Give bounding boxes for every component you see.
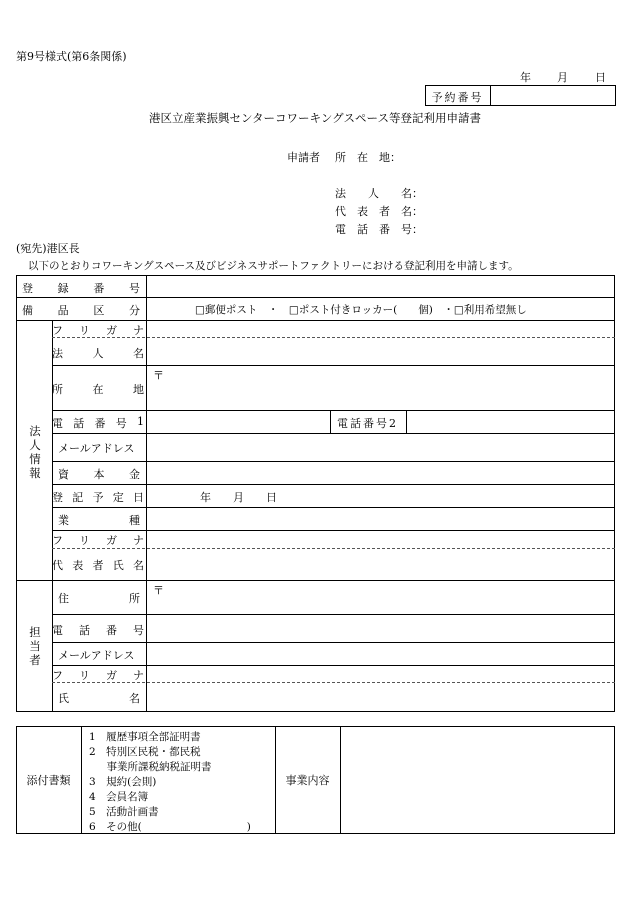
attachment-item: 1 履歴事項全部証明書 xyxy=(89,731,201,743)
attachment-item: 事業所課税納税証明書 xyxy=(96,761,212,773)
corp-address-field[interactable] xyxy=(165,368,610,406)
reservation-label: 予約番号 xyxy=(431,91,484,104)
applicant-label: 申請者 xyxy=(287,151,320,164)
contact-name-field[interactable] xyxy=(150,686,610,708)
corp-furigana-label: フ リ ガ ナ xyxy=(52,324,144,337)
corp-email-label: メールアドレス xyxy=(58,442,135,455)
corp-name-label: 法 人 名 xyxy=(52,347,144,360)
applicant-corp-name-label: 法 人 名： xyxy=(335,187,423,200)
contact-address-label: 住 所 xyxy=(58,592,140,605)
contact-email-field[interactable] xyxy=(150,645,610,662)
addressee: (宛先)港区長 xyxy=(16,242,80,255)
date-day: 日 xyxy=(595,71,606,84)
attachment-item: 5 活動計画書 xyxy=(89,806,159,818)
attachment-item: 3 規約(会則) xyxy=(89,776,157,788)
business-content-label: 事業内容 xyxy=(285,774,330,787)
corp-phone2-field[interactable] xyxy=(410,413,610,430)
corp-postal-mark: 〒 xyxy=(153,369,164,382)
equipment-options[interactable]: □郵便ポスト ・ □ポスト付きロッカー( 個) ・□利用希望無し xyxy=(195,304,527,316)
attachment-item: 4 会員名簿 xyxy=(89,791,149,803)
corp-phone1-label: 電 話 番 号 1 xyxy=(52,415,144,430)
corp-furigana2-field[interactable] xyxy=(150,532,610,545)
page-title: 港区立産業振興センターコワーキングスペース等登記利用申請書 xyxy=(148,111,481,125)
corp-capital-label: 資 本 金 xyxy=(58,468,140,481)
contact-furigana-field[interactable] xyxy=(150,667,610,680)
date-year: 年 xyxy=(520,71,531,84)
registration-no-field[interactable] xyxy=(150,279,610,295)
attachments-label: 添付書類 xyxy=(26,774,71,787)
applicant-address-label: 所 在 地： xyxy=(335,151,401,164)
contact-address-field[interactable] xyxy=(165,584,610,610)
business-content-field[interactable] xyxy=(344,730,610,830)
corp-rep-name-label: 代 表 者 氏 名 xyxy=(52,559,144,572)
equipment-label: 備 品 区 分 xyxy=(22,304,140,317)
corp-section-title: 法 人 情 報 xyxy=(29,424,41,480)
contact-furigana-label: フ リ ガ ナ xyxy=(52,669,144,682)
corp-phone2-label: 電話番号2 xyxy=(337,417,398,430)
contact-email-label: メールアドレス xyxy=(58,649,135,662)
contact-postal-mark: 〒 xyxy=(153,584,164,597)
corp-phone1-field[interactable] xyxy=(150,413,326,430)
corp-capital-field[interactable] xyxy=(150,464,610,481)
contact-name-label: 氏 名 xyxy=(58,692,140,705)
corp-rep-name-field[interactable] xyxy=(150,552,610,576)
corp-reg-date-label: 登 記 予 定 日 xyxy=(52,491,144,504)
attachment-item: 6 その他( ) xyxy=(89,821,251,833)
registration-no-label: 登 録 番 号 xyxy=(22,282,140,295)
applicant-rep-name-label: 代 表 者 名： xyxy=(335,205,423,218)
corp-furigana-field[interactable] xyxy=(150,322,610,335)
applicant-phone-label: 電 話 番 号： xyxy=(335,223,423,236)
corp-industry-field[interactable] xyxy=(150,510,610,527)
intro-text: 以下のとおりコワーキングスペース及びビジネスサポートファクトリーにおける登記利用を申請します。 xyxy=(28,260,519,272)
reservation-field[interactable] xyxy=(492,89,612,103)
corp-industry-label: 業 種 xyxy=(58,514,140,527)
corp-email-field[interactable] xyxy=(150,437,610,457)
corp-furigana2-label: フ リ ガ ナ xyxy=(52,534,144,547)
contact-phone-label: 電 話 番 号 xyxy=(52,624,144,637)
date-month: 月 xyxy=(557,71,568,84)
corp-name-field[interactable] xyxy=(150,341,610,361)
corp-reg-date-field[interactable]: 年 月 日 xyxy=(200,491,277,504)
corp-address-label: 所 在 地 xyxy=(52,383,144,396)
form-number: 第9号様式(第6条関係) xyxy=(16,50,127,63)
contact-phone-field[interactable] xyxy=(150,618,610,638)
attachment-item: 2 特別区民税・都民税 xyxy=(89,746,201,758)
contact-section-title: 担 当 者 xyxy=(29,625,41,667)
